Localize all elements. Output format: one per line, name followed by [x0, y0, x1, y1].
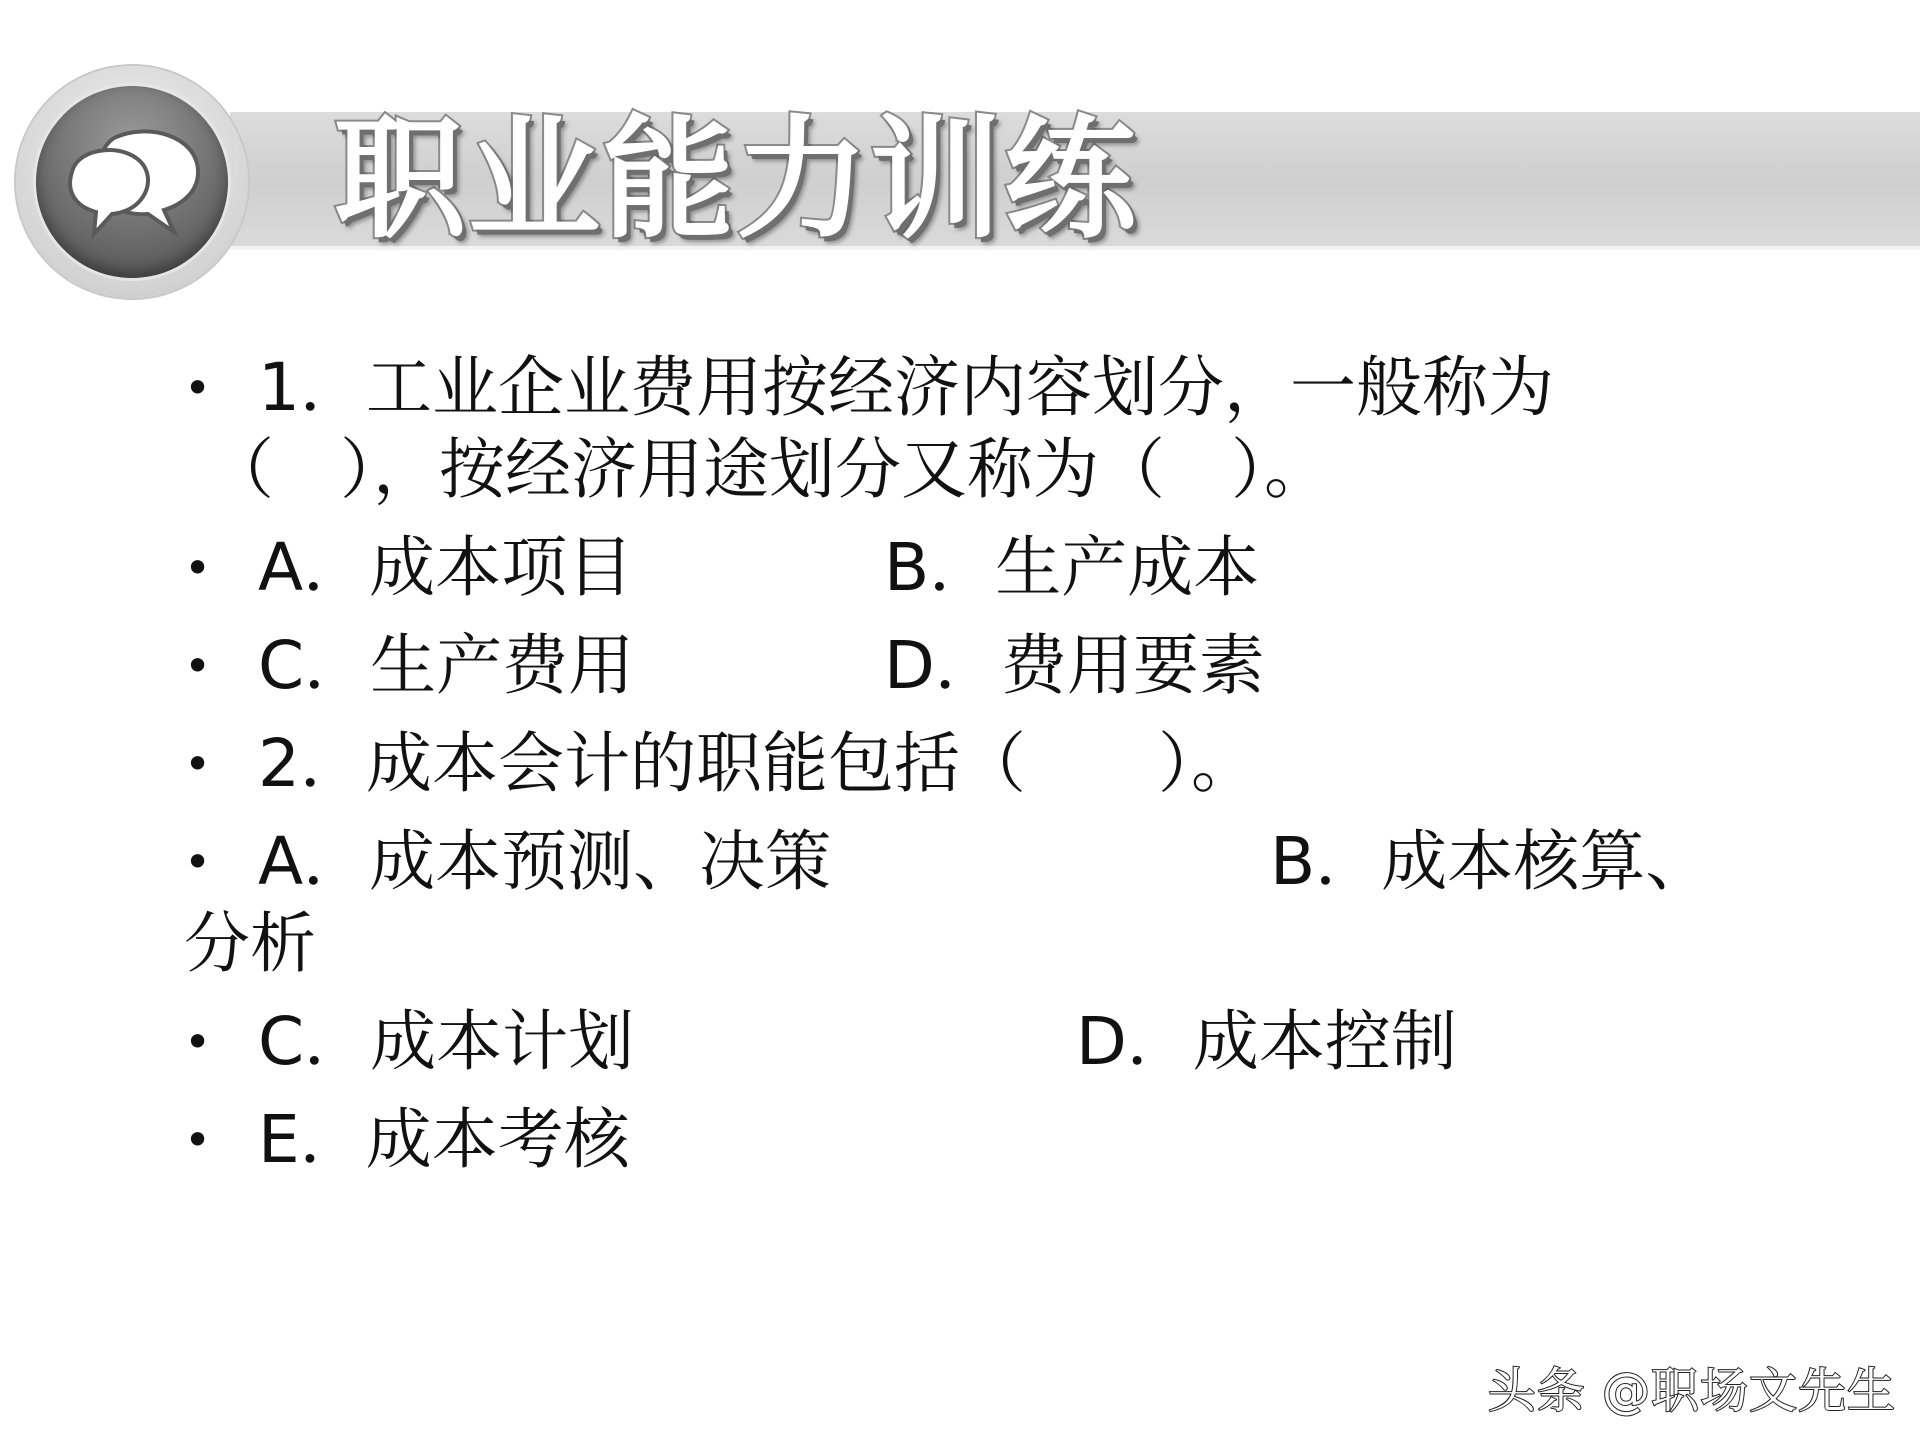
bullet: •	[184, 737, 212, 791]
option-letter: D．	[1076, 1003, 1193, 1080]
option-letter: A．	[258, 529, 370, 606]
page-title: 职业能力训练	[334, 103, 1138, 257]
option-text: 生产费用	[370, 627, 635, 704]
option-letter: E．	[258, 1101, 366, 1178]
option-letter: C．	[258, 627, 371, 704]
option-text: 成本预测、决策	[369, 823, 832, 900]
option-letter: C．	[258, 1003, 371, 1080]
option-1a	[258, 528, 633, 608]
option-letter: A．	[258, 823, 370, 900]
option-text: 成本考核	[365, 1101, 630, 1178]
question-number: 1．	[258, 349, 366, 426]
question-text: 成本会计的职能包括（ ）。	[366, 725, 1257, 802]
watermark: 头条 @职场文先生	[1487, 1363, 1896, 1419]
bullet: •	[184, 361, 212, 415]
option-1d	[884, 626, 1265, 706]
option-text: 生产成本	[995, 529, 1260, 606]
option-letter: D．	[884, 627, 1001, 704]
option-2e	[258, 1100, 630, 1180]
bullet: •	[184, 835, 212, 889]
question-text: 工业企业费用按经济内容划分，一般称为	[366, 349, 1554, 426]
option-text: 成本核算、	[1381, 823, 1712, 900]
question-1-stem-line2: （ ），按经济用途划分又称为（ ）。	[208, 431, 1330, 508]
option-2b	[1270, 822, 1711, 902]
chat-bubbles-icon	[36, 86, 228, 278]
option-text: 成本控制	[1192, 1003, 1457, 1080]
option-letter: B．	[884, 529, 996, 606]
option-text: 成本项目	[369, 529, 634, 606]
option-2b-continuation: 分析	[184, 905, 316, 982]
chat-bubbles-icon-svg	[36, 86, 228, 278]
bullet: •	[184, 1015, 212, 1069]
question-2-stem	[258, 724, 1257, 804]
option-text: 费用要素	[1000, 627, 1265, 704]
option-text: 成本计划	[370, 1003, 635, 1080]
bullet: •	[184, 639, 212, 693]
option-1c	[258, 626, 634, 706]
question-number: 2．	[258, 725, 366, 802]
option-1b	[884, 528, 1259, 608]
question-1-stem-line1	[258, 348, 1554, 428]
bullet: •	[184, 1113, 212, 1167]
option-2a	[258, 822, 831, 902]
option-2d	[1076, 1002, 1457, 1082]
option-2c	[258, 1002, 634, 1082]
option-letter: B．	[1270, 823, 1382, 900]
bullet: •	[184, 541, 212, 595]
